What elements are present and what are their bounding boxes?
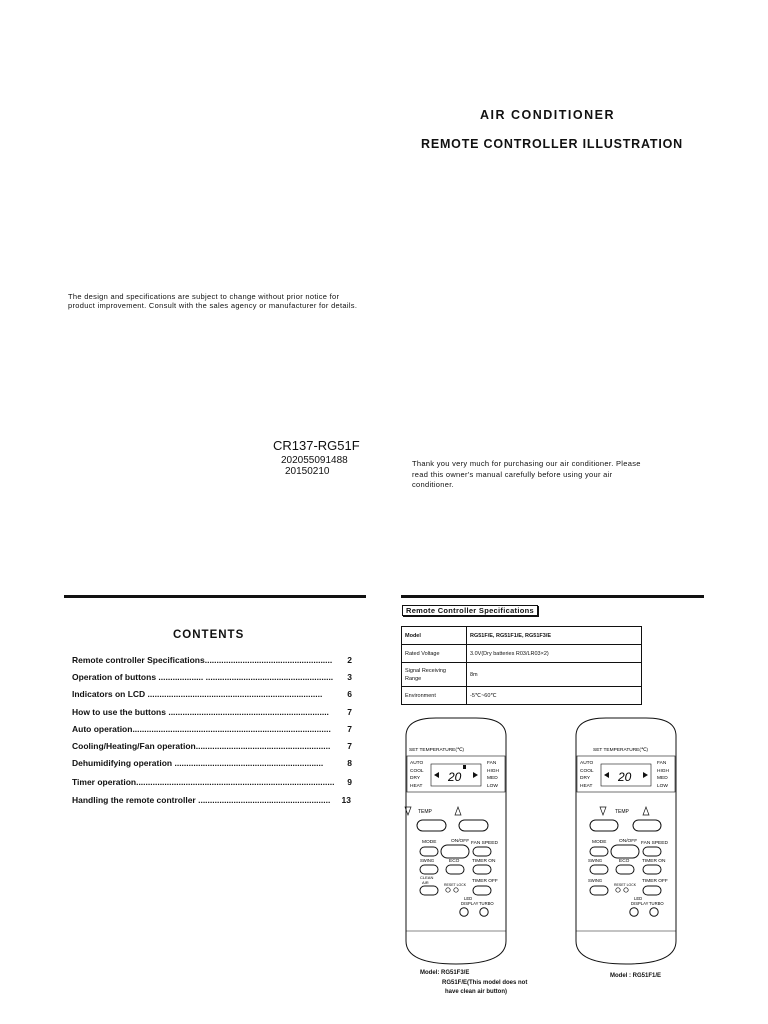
toc-entry[interactable] [72,758,352,775]
table-row [402,645,642,663]
swing-button[interactable] [590,865,608,874]
mode-button-label: MODE [422,840,437,845]
reset-lock-label: RESET LOCK [444,883,467,887]
eco-button-label: ECO [449,859,460,864]
document-subtitle: REMOTE CONTROLLER ILLUSTRATION [421,137,683,151]
temp-down-button[interactable] [590,820,618,831]
mode-cool-label: COOL [580,769,594,774]
mode-cool-label: COOL [410,769,424,774]
clean-air-label: CLEAN [420,875,434,880]
turbo-label: TURBO [649,901,664,906]
fan-low-label: LOW [657,784,668,789]
timer-on-button-label: TIMER ON [472,859,496,864]
swing-button-label: SWING [588,858,603,863]
specs-heading: Remote Controller Specifications [402,605,538,616]
toc-entry[interactable] [72,655,352,672]
toc-entry[interactable] [72,707,352,724]
toc-entry[interactable] [72,724,352,741]
spec-key: Environment [402,687,467,705]
timer-off-button-label: TIMER OFF [472,879,498,884]
divider-left [64,595,366,598]
fan-low-label: LOW [487,784,498,789]
toc-entry-page: 7 [347,706,352,717]
turbo-label: TURBO [479,901,494,906]
remote-controller-right [566,716,686,966]
spec-key: Model [402,627,467,645]
eco-button[interactable] [446,865,464,874]
toc-entry-page: 7 [347,740,352,751]
led-display-button[interactable] [630,908,638,916]
led-label: LED [464,896,473,901]
reset-button[interactable] [616,888,620,892]
temp-up-button[interactable] [633,820,661,831]
remote-controller-left [396,716,516,966]
toc-entry[interactable] [72,795,349,812]
lock-button[interactable] [454,888,458,892]
mode-dry-label: DRY [410,776,421,781]
toc-entry[interactable] [72,741,352,758]
specs-table [401,626,642,705]
spec-value: RG51F/E, RG51F1/E, RG51F3/E [467,627,642,645]
toc-entry[interactable] [72,777,352,794]
temp-label: TEMP [418,809,432,815]
onoff-button-label: ON/OFF [619,839,638,844]
swing-button-label-2: SWING [588,878,603,883]
lcd-temperature: 20 [448,770,462,784]
toc-entry-page: 7 [347,723,352,734]
date-code: 20150210 [285,466,330,477]
mode-auto-label: AUTO [410,761,424,766]
mode-button[interactable] [420,847,438,856]
led-label: LED [634,896,643,901]
temp-down-button[interactable] [417,820,446,831]
timer-off-button[interactable] [643,886,661,895]
mode-heat-label: HEAT [580,784,593,789]
mode-dry-label: DRY [580,776,591,781]
toc-entry[interactable] [72,672,352,689]
toc-entry-page: 8 [347,758,352,769]
mode-button[interactable] [590,847,608,856]
fan-speed-button[interactable] [473,847,491,856]
led-display-button[interactable] [460,908,468,916]
table-row [402,687,642,705]
mode-auto-label: AUTO [580,761,594,766]
lcd-temperature: 20 [618,770,632,784]
toc-entry-title: Indicators on LCD .......................................................................... [72,689,323,700]
spec-value: 3.0V(Dry batteries R03/LR03×2) [467,645,642,663]
document-title: AIR CONDITIONER [480,108,615,122]
reset-button[interactable] [446,888,450,892]
fan-med-label: MED [657,776,668,781]
eco-button-label: ECO [619,859,630,864]
toc-entry[interactable] [72,689,352,706]
timer-on-button[interactable] [643,865,661,874]
fan-high-label: HIGH [657,769,669,774]
timer-off-button-label: TIMER OFF [642,879,668,884]
set-temperature-label: SET TEMPERATURE(℃) [409,748,464,753]
toc-entry-title: Operation of buttons ................... ...................................................... [72,672,334,683]
contents-title: CONTENTS [173,629,245,641]
spec-key: Signal Receiving Range [402,663,467,687]
fan-speed-button[interactable] [643,847,661,856]
toc-entry-page: 9 [347,777,352,788]
onoff-button[interactable] [611,845,639,858]
toc-entry-title: Handling the remote controller ........................................................ [72,794,331,805]
caption-left-note-2: have clean air button) [445,989,508,995]
mode-button-label: MODE [592,840,607,845]
table-row [402,663,642,687]
fan-speed-button-label: FAN SPEED [471,841,498,846]
toc-entry-title: How to use the buttons .................................................................... [72,706,329,717]
code-number: 202055091488 [281,455,348,466]
turbo-button[interactable] [650,908,658,916]
toc-entry-page: 3 [347,672,352,683]
caption-left-note: RG51F/E(This model does not [442,980,528,986]
fan-label: FAN [657,761,667,766]
spec-value: -5℃~60℃ [467,687,642,705]
toc-entry-title: Auto operation.................................................................................... [72,723,331,734]
onoff-button[interactable] [441,845,469,858]
timer-on-button[interactable] [473,865,491,874]
temp-up-button[interactable] [459,820,488,831]
clean-air-button[interactable] [420,886,438,895]
display-label: DISPLAY [461,901,479,906]
toc-entry-title: Remote controller Specifications...................................................... [72,655,333,665]
eco-button[interactable] [616,865,634,874]
fan-speed-button-label: FAN SPEED [641,841,668,846]
notice-text: The design and specifications are subject to change without prior notice for product improvement. Consult with the sales agency or manufacturer for details. [68,292,358,310]
toc-entry-page: 13 [341,794,351,805]
swing-button-2[interactable] [590,886,608,895]
toc-entry-page: 6 [347,689,352,700]
thanks-text: Thank you very much for purchasing our air conditioner. Please read this owner's manual carefully before using your air conditioner. [412,459,641,489]
toc-entry-title: Cooling/Heating/Fan operation......................................................... [72,740,331,751]
toc-entry-title: Dehumidifying operation ............................................................... [72,758,324,769]
fan-label: FAN [487,761,497,766]
caption-right-model: Model : RG51F1/E [610,973,662,979]
clean-air-label-2: AIR [422,880,429,885]
spec-value: 8m [467,663,642,687]
reset-lock-label: RESET LOCK [614,883,637,887]
temp-label: TEMP [615,809,629,815]
model-code: CR137-RG51F [273,438,360,453]
table-row [402,627,642,645]
lock-button[interactable] [624,888,628,892]
timer-on-button-label: TIMER ON [642,859,666,864]
swing-button[interactable] [420,865,438,874]
fan-med-label: MED [487,776,498,781]
fan-high-label: HIGH [487,769,499,774]
caption-left-model: Model: RG51F3/E [420,970,470,976]
onoff-button-label: ON/OFF [451,839,470,844]
table-of-contents [72,655,352,812]
toc-entry-title: Timer operation.................................................................................... [72,777,335,788]
swing-button-label: SWING [420,858,435,863]
timer-off-button[interactable] [473,886,491,895]
spec-key: Rated Voltage [402,645,467,663]
toc-entry-page: 2 [347,655,352,665]
set-temperature-label: SET TEMPERATURE(℃) [593,748,648,753]
display-label: DISPLAY [631,901,649,906]
divider-right [401,595,704,598]
mode-heat-label: HEAT [410,784,423,789]
turbo-button[interactable] [480,908,488,916]
